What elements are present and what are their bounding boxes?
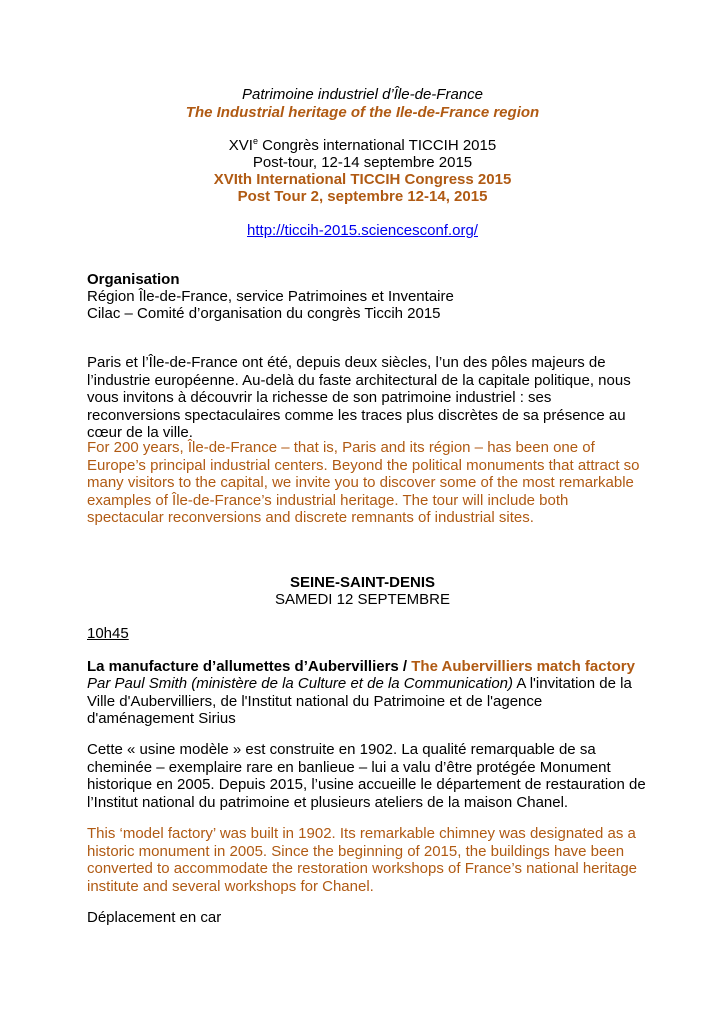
congress-prefix: XVI xyxy=(228,137,253,154)
congress-sup: e xyxy=(252,136,258,146)
title-en: The Industrial heritage of the Ile-de-France region xyxy=(185,104,540,121)
visit-title-fr: La manufacture d’allumettes d’Aubervilliers / xyxy=(87,658,412,675)
visit-transport: Déplacement en car xyxy=(87,909,222,926)
visit-title xyxy=(87,658,647,676)
visit-desc-fr: Cette « usine modèle » est construite en 1902. La qualité remarquable de sa cheminée – exemplaire rare en banlieue – lui a valu d’être protégée Monument historique en 2005. Depuis 2015, l’usine accueille le département de restauration de l’Institut national du patrimoine et plusieurs ateliers de la maison Chanel. xyxy=(87,741,646,811)
title-fr: Patrimoine industriel d’Île-de-France xyxy=(242,86,483,103)
visit-guide-paragraph xyxy=(87,675,647,728)
congress-url-link[interactable]: http://ticcih-2015.sciencesconf.org/ xyxy=(247,222,478,239)
congress-url-wrap xyxy=(0,222,725,240)
organisation-line-2: Cilac – Comité d’organisation du congrès Ticcih 2015 xyxy=(87,305,441,322)
intro-fr: Paris et l’Île-de-France ont été, depuis deux siècles, l’un des pôles majeurs de l’industrie européenne. Au-delà du faste architectural de la capitale politique, nous vous invitons à découvrir la richesse de son patrimoine industriel : ses reconversions spectaculaires comme les traces plus discrètes de sa présence au cœur de la ville. xyxy=(87,354,631,441)
congress-rest: Congrès international TICCIH 2015 xyxy=(258,137,497,154)
posttour-en: Post Tour 2, septembre 12-14, 2015 xyxy=(237,188,488,205)
posttour-fr: Post-tour, 12-14 septembre 2015 xyxy=(252,154,473,171)
section-date: SAMEDI 12 SEPTEMBRE xyxy=(274,591,451,608)
organisation-line-1: Région Île-de-France, service Patrimoines et Inventaire xyxy=(87,288,454,305)
intro-en: For 200 years, Île-de-France – that is, Paris and its région – has been one of Europe’s principal industrial centers. Beyond the political monuments that attract so many visitors to the capital, we invite you to discover some of the most remarkable examples of Île-de-France’s industrial heritage. The tour will include both spectacular reconversions and discrete remnants of industrial sites. xyxy=(87,439,640,526)
visit-guide: Par Paul Smith (ministère de la Culture et de la Communication) xyxy=(87,675,514,692)
visit-invitation: A l'invitation de la Ville d'Aubervilliers, de l'Institut national du Patrimoine et de l'agence d'aménagement Sirius xyxy=(87,675,632,727)
visit-desc-en: This ‘model factory’ was built in 1902. Its remarkable chimney was designated as a historic monument in 2005. Since the beginning of 2015, the buildings have been converted to accommodate the restoration workshops of France’s national heritage institute and several workshops for Chanel. xyxy=(87,825,638,895)
congress-en: XVIth International TICCIH Congress 2015 xyxy=(213,171,512,188)
visit-title-en: The Aubervilliers match factory xyxy=(411,658,635,675)
organisation-heading: Organisation xyxy=(87,271,180,288)
congress-fr xyxy=(0,137,725,155)
visit-time: 10h45 xyxy=(87,625,129,642)
section-title: SEINE-SAINT-DENIS xyxy=(289,574,436,591)
